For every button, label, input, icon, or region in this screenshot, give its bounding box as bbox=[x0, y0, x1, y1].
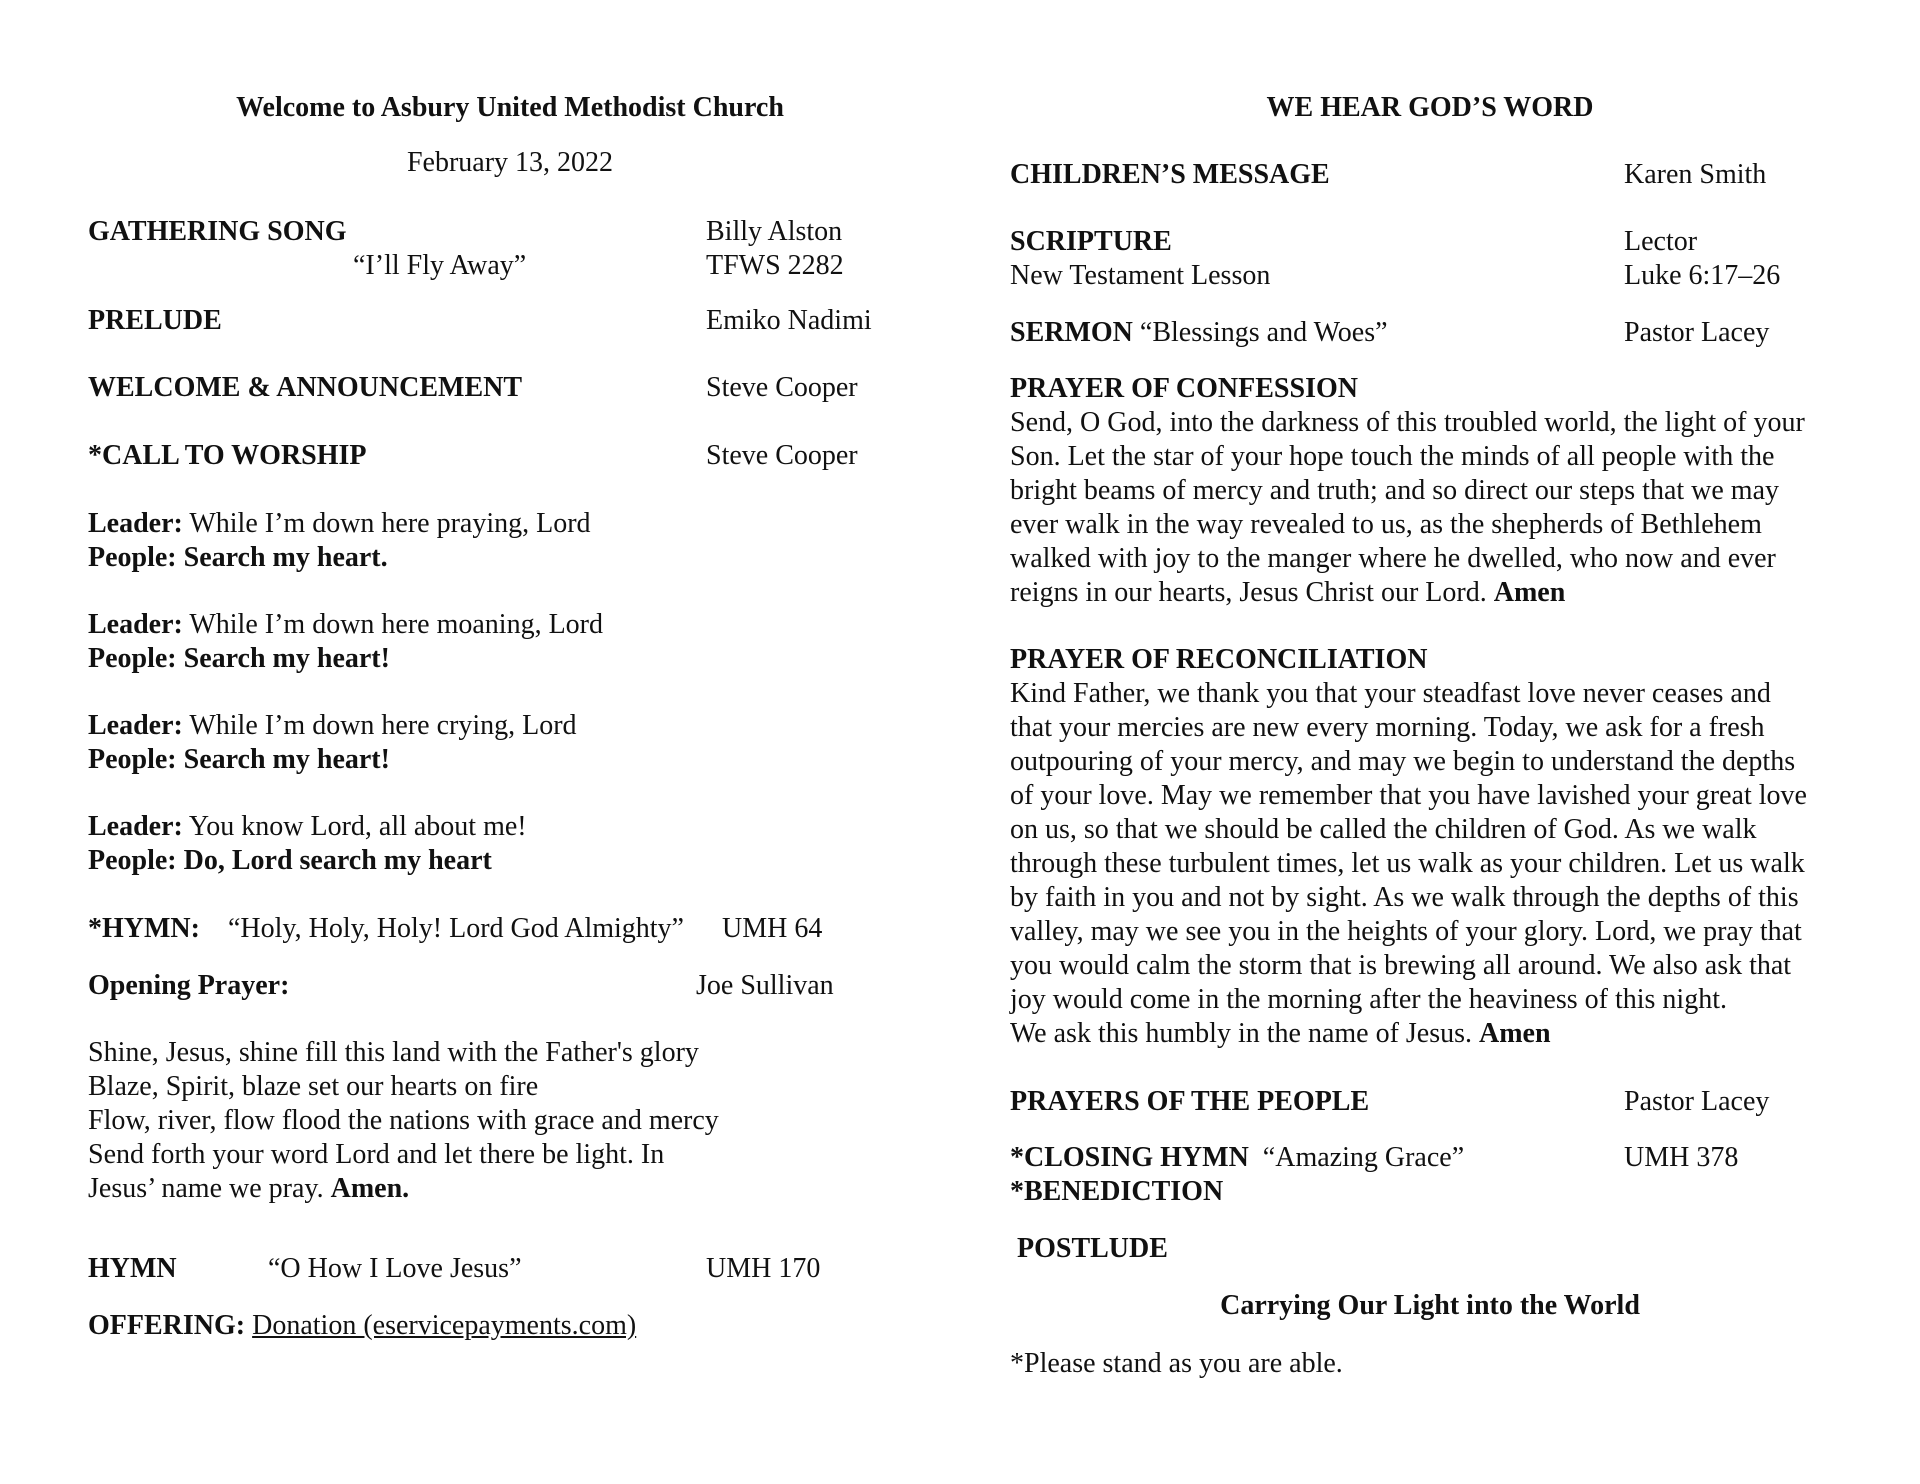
closing-motto: Carrying Our Light into the World bbox=[1220, 1290, 1640, 1321]
confession-line-5: walked with joy to the manger where he dwelled, who now and ever bbox=[1010, 543, 1776, 574]
prelude-leader: Emiko Nadimi bbox=[706, 305, 872, 336]
leader-text: You know Lord, all about me! bbox=[182, 811, 527, 842]
gathering-song-title: “I’ll Fly Away” bbox=[353, 250, 527, 281]
prayer-line-text: Jesus’ name we pray. bbox=[88, 1173, 324, 1204]
reconciliation-line-6: through these turbulent times, let us walk as your children. Let us walk bbox=[1010, 848, 1805, 879]
reconciliation-amen: Amen bbox=[1479, 1018, 1551, 1049]
closing-hymn-line bbox=[1010, 1141, 1464, 1175]
reconciliation-line-2: that your mercies are new every morning. Today, we ask for a fresh bbox=[1010, 712, 1765, 743]
left-title: Welcome to Asbury United Methodist Church bbox=[236, 92, 784, 123]
scripture-sub: New Testament Lesson bbox=[1010, 260, 1271, 291]
gathering-song-ref: TFWS 2282 bbox=[706, 250, 844, 281]
stand-note: *Please stand as you are able. bbox=[1010, 1348, 1343, 1379]
call-to-worship-leader: Steve Cooper bbox=[706, 440, 858, 471]
prayer-line-3: Flow, river, flow flood the nations with grace and mercy bbox=[88, 1105, 719, 1136]
prayer-line-4: Send forth your word Lord and let there be light. In bbox=[88, 1139, 665, 1170]
closing-hymn-ref: UMH 378 bbox=[1624, 1142, 1739, 1173]
hymn1-title: “Holy, Holy, Holy! Lord God Almighty” bbox=[228, 913, 684, 944]
prayers-people-leader: Pastor Lacey bbox=[1624, 1086, 1770, 1117]
litany-leader-1 bbox=[88, 507, 591, 541]
leader-text: While I’m down here crying, Lord bbox=[182, 710, 577, 741]
benediction-label: *BENEDICTION bbox=[1010, 1176, 1224, 1207]
reconciliation-line-3: outpouring of your mercy, and may we begin to understand the depths bbox=[1010, 746, 1796, 777]
prayer-line-5 bbox=[88, 1172, 409, 1206]
donation-link[interactable]: Donation (eservicepayments.com) bbox=[252, 1310, 637, 1341]
leader-label: Leader: bbox=[88, 710, 183, 741]
confession-line-6 bbox=[1010, 576, 1565, 610]
hymn1-label: *HYMN: bbox=[88, 913, 200, 944]
reconciliation-line-9: you would calm the storm that is brewing all around. We also ask that bbox=[1010, 950, 1792, 981]
leader-label: Leader: bbox=[88, 508, 183, 539]
scripture-label: SCRIPTURE bbox=[1010, 226, 1172, 257]
confession-line-text: reigns in our hearts, Jesus Christ our Lord. bbox=[1010, 577, 1487, 608]
gathering-song-label: GATHERING SONG bbox=[88, 216, 347, 247]
reconciliation-label: PRAYER OF RECONCILIATION bbox=[1010, 644, 1428, 675]
closing-hymn-label: *CLOSING HYMN bbox=[1010, 1142, 1249, 1173]
confession-line-2: Son. Let the star of your hope touch the minds of all people with the bbox=[1010, 441, 1775, 472]
call-to-worship-label: *CALL TO WORSHIP bbox=[88, 440, 367, 471]
litany-people-4 bbox=[88, 844, 492, 878]
reconciliation-line-5: on us, so that we should be called the children of God. As we walk bbox=[1010, 814, 1757, 845]
offering-line bbox=[88, 1309, 636, 1343]
confession-amen: Amen bbox=[1493, 577, 1566, 608]
reconciliation-line-1: Kind Father, we thank you that your steadfast love never ceases and bbox=[1010, 678, 1771, 709]
people-text: Do, Lord search my heart bbox=[176, 845, 492, 876]
hymn2-ref: UMH 170 bbox=[706, 1253, 821, 1284]
leader-label: Leader: bbox=[88, 811, 183, 842]
reconciliation-line-10: joy would come in the morning after the heaviness of this night. bbox=[1010, 984, 1727, 1015]
prayer-amen: Amen. bbox=[330, 1173, 410, 1204]
sermon-title: “Blessings and Woes” bbox=[1139, 317, 1388, 348]
prayers-people-label: PRAYERS OF THE PEOPLE bbox=[1010, 1086, 1370, 1117]
litany-people-2: People: Search my heart! bbox=[88, 643, 390, 674]
sermon-line bbox=[1010, 316, 1388, 350]
postlude-label: POSTLUDE bbox=[1017, 1233, 1168, 1264]
leader-label: Leader: bbox=[88, 609, 183, 640]
welcome-leader: Steve Cooper bbox=[706, 372, 858, 403]
litany-leader-4 bbox=[88, 810, 527, 844]
scripture-ref: Luke 6:17–26 bbox=[1624, 260, 1781, 291]
reconciliation-line-4: of your love. May we remember that you have lavished your great love bbox=[1010, 780, 1807, 811]
closing-hymn-title: “Amazing Grace” bbox=[1262, 1142, 1465, 1173]
right-title: WE HEAR GOD’S WORD bbox=[1266, 92, 1594, 123]
childrens-message-leader: Karen Smith bbox=[1624, 159, 1767, 190]
hymn2-title: “O How I Love Jesus” bbox=[268, 1253, 522, 1284]
confession-label: PRAYER OF CONFESSION bbox=[1010, 373, 1358, 404]
confession-line-1: Send, O God, into the darkness of this troubled world, the light of your bbox=[1010, 407, 1805, 438]
hymn1-ref: UMH 64 bbox=[722, 913, 823, 944]
opening-prayer-label: Opening Prayer: bbox=[88, 970, 290, 1001]
prelude-label: PRELUDE bbox=[88, 305, 222, 336]
confession-line-3: bright beams of mercy and truth; and so direct our steps that we may bbox=[1010, 475, 1780, 506]
litany-people-3: People: Search my heart! bbox=[88, 744, 390, 775]
reconciliation-line-8: valley, may we see you in the heights of your glory. Lord, we pray that bbox=[1010, 916, 1802, 947]
litany-leader-2 bbox=[88, 608, 603, 642]
hymn2-label: HYMN bbox=[88, 1253, 177, 1284]
gathering-song-leader: Billy Alston bbox=[706, 216, 843, 247]
leader-text: While I’m down here praying, Lord bbox=[182, 508, 591, 539]
litany-leader-3 bbox=[88, 709, 577, 743]
prayer-line-1: Shine, Jesus, shine fill this land with the Father's glory bbox=[88, 1037, 699, 1068]
sermon-leader: Pastor Lacey bbox=[1624, 317, 1770, 348]
sermon-label: SERMON bbox=[1010, 317, 1133, 348]
reconciliation-line-7: by faith in you and not by sight. As we walk through the depths of this bbox=[1010, 882, 1799, 913]
confession-line-4: ever walk in the way revealed to us, as the shepherds of Bethlehem bbox=[1010, 509, 1762, 540]
people-label: People: bbox=[88, 845, 177, 876]
childrens-message-label: CHILDREN’S MESSAGE bbox=[1010, 159, 1330, 190]
prayer-line-2: Blaze, Spirit, blaze set our hearts on fire bbox=[88, 1071, 539, 1102]
service-date: February 13, 2022 bbox=[406, 147, 614, 178]
reconciliation-line-text: We ask this humbly in the name of Jesus. bbox=[1010, 1018, 1473, 1049]
opening-prayer-leader: Joe Sullivan bbox=[696, 970, 834, 1001]
reconciliation-line-11 bbox=[1010, 1017, 1551, 1051]
welcome-label: WELCOME & ANNOUNCEMENT bbox=[88, 372, 523, 403]
leader-text: While I’m down here moaning, Lord bbox=[182, 609, 604, 640]
litany-people-1: People: Search my heart. bbox=[88, 542, 388, 573]
offering-label: OFFERING: bbox=[88, 1310, 246, 1341]
scripture-leader: Lector bbox=[1624, 226, 1698, 257]
